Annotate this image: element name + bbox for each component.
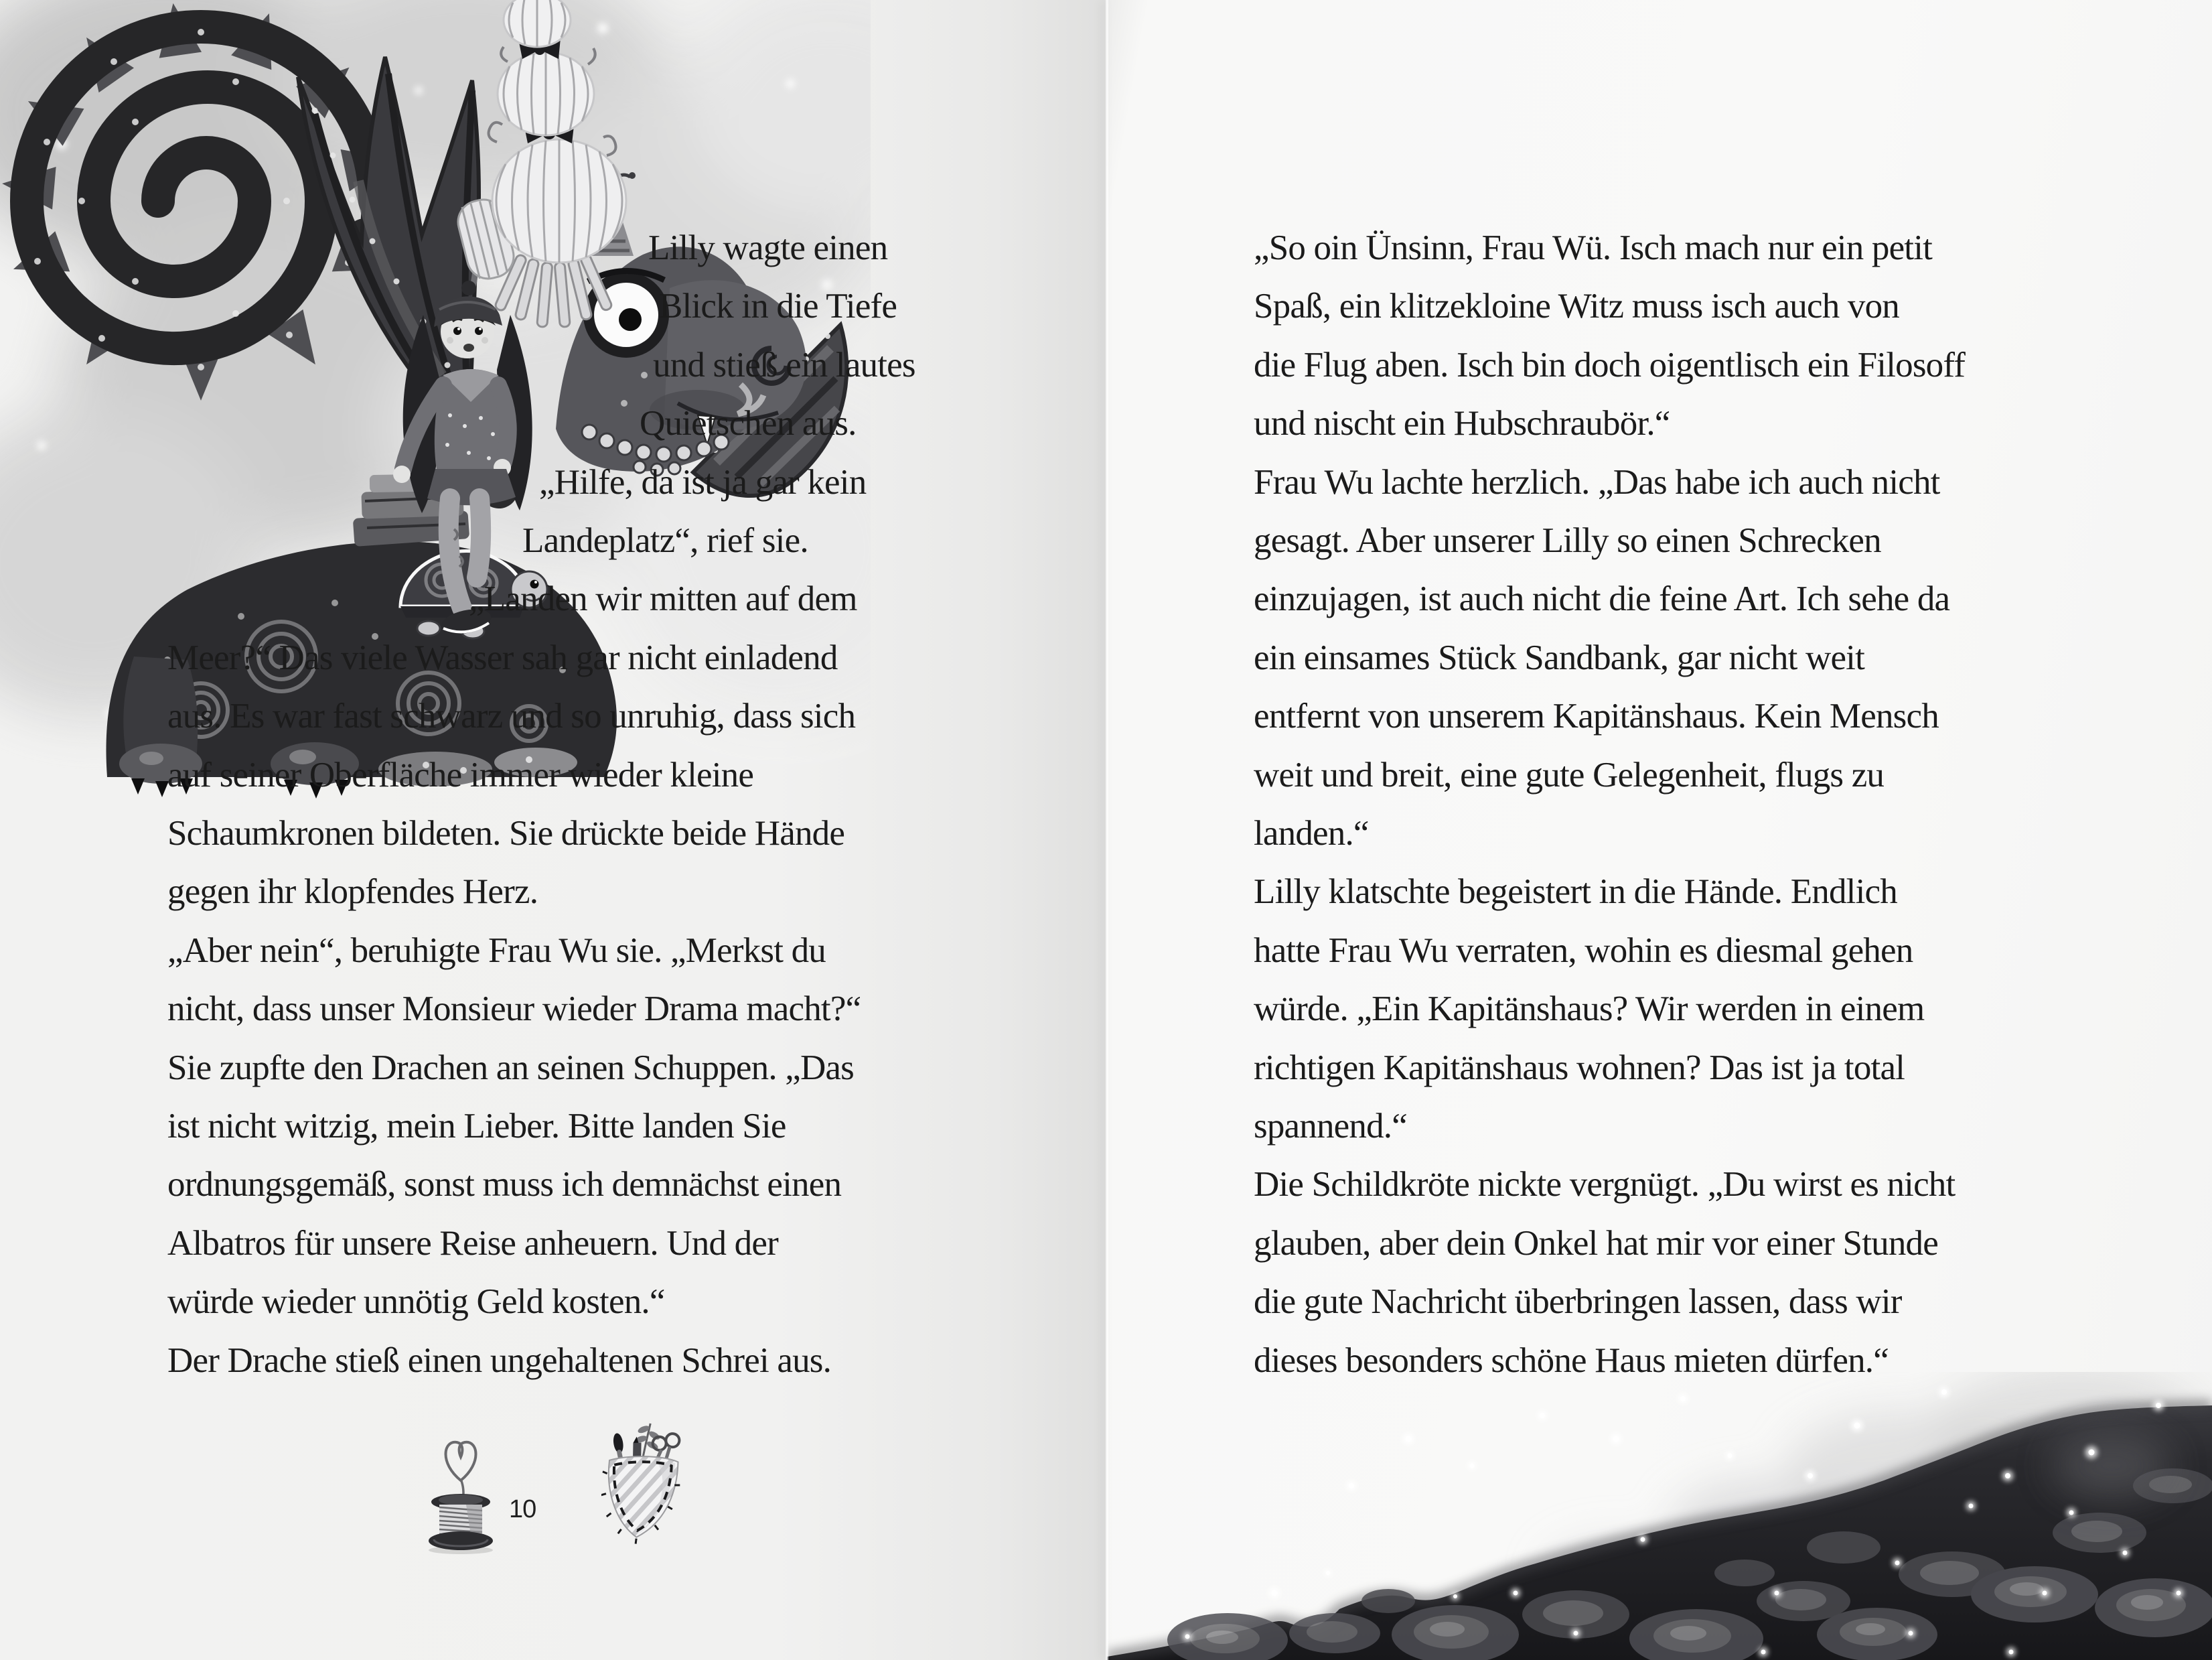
text-line: „Landen wir mitten auf dem (469, 579, 857, 619)
text-line: Spaß, ein klitzekloine Witz muss isch auch von (1254, 287, 1899, 326)
text-line: glauben, aber dein Onkel hat mir vor einer Stunde (1254, 1223, 1938, 1263)
page-number: 10 (509, 1495, 536, 1523)
text-line: hatte Frau Wu verraten, wohin es diesmal gehen (1254, 930, 1913, 970)
page-gutter (1106, 0, 1108, 1660)
text-line: Schaumkronen bildeten. Sie drückte beide Hände (167, 814, 845, 853)
sea-wave-illustration (1107, 1372, 2212, 1660)
text-line: Quietschen aus. (640, 404, 857, 443)
text-line: Lilly klatschte begeistert in die Hände. Endlich (1254, 872, 1897, 912)
thread-spool-illustration (427, 1422, 494, 1555)
text-line: auf seiner Oberfläche immer wieder kleine (167, 755, 754, 794)
text-line: Sie zupfte den Drachen an seinen Schuppen. „Das (167, 1048, 854, 1087)
text-line: dieses besonders schöne Haus mieten dürfen.“ (1254, 1340, 1889, 1380)
text-line: „Aber nein“, beruhigte Frau Wu sie. „Merkst du (167, 930, 826, 970)
text-line: und stieß ein lautes (653, 345, 915, 385)
text-line: richtigen Kapitänshaus wohnen? Das ist ja total (1254, 1048, 1905, 1087)
text-line: aus. Es war fast schwarz und so unruhig, dass sich (167, 697, 856, 736)
text-line: Die Schildkröte nickte vergnügt. „Du wirst es nicht (1254, 1165, 1956, 1204)
right-page (1107, 0, 2212, 1660)
text-line: gesagt. Aber unserer Lilly so einen Schrecken (1254, 521, 1881, 560)
text-line: Meer?“ Das viele Wasser sah gar nicht einladend (167, 638, 838, 677)
heart-thread (446, 1442, 476, 1480)
text-line: Blick in die Tiefe (659, 287, 897, 326)
text-line: Lilly wagte einen (648, 228, 888, 267)
text-line: Der Drache stieß einen ungehaltenen Schrei aus. (167, 1340, 832, 1380)
text-line: Albatros für unsere Reise anheuern. Und der (167, 1223, 778, 1263)
text-line: würde. „Ein Kapitänshaus? Wir werden in einem (1254, 989, 1925, 1029)
text-line: ist nicht witzig, mein Lieber. Bitte landen Sie (167, 1107, 786, 1146)
sewing-pocket-illustration (601, 1417, 682, 1551)
text-line: würde wieder unnötig Geld kosten.“ (167, 1282, 665, 1322)
text-line: die Flug aben. Isch bin doch oigentlisch ein Filosoff (1254, 345, 1966, 385)
text-line: nicht, dass unser Monsieur wieder Drama macht?“ (167, 989, 861, 1029)
text-line: ordnungsgemäß, sonst muss ich demnächst einen (167, 1165, 842, 1204)
text-line: landen.“ (1254, 814, 1369, 853)
text-line: spannend.“ (1254, 1107, 1407, 1146)
text-line: Landeplatz“, rief sie. (522, 521, 808, 560)
text-line: einzujagen, ist auch nicht die feine Art. Ich sehe da (1254, 579, 1950, 619)
text-line: entfernt von unserem Kapitänshaus. Kein Mensch (1254, 697, 1939, 736)
text-line: weit und breit, eine gute Gelegenheit, flugs zu (1254, 755, 1885, 794)
text-line: Frau Wu lachte herzlich. „Das habe ich auch nicht (1254, 462, 1940, 502)
text-line: ein einsames Stück Sandbank, gar nicht weit (1254, 638, 1865, 677)
text-line: „So oin Ünsinn, Frau Wü. Isch mach nur ein petit (1254, 228, 1933, 267)
text-line: und nischt ein Hubschraubör.“ (1254, 404, 1670, 443)
text-line: gegen ihr klopfendes Herz. (167, 872, 538, 912)
text-line: die gute Nachricht überbringen lassen, dass wir (1254, 1282, 1902, 1322)
text-line: „Hilfe, da ist ja gar kein (539, 462, 867, 502)
